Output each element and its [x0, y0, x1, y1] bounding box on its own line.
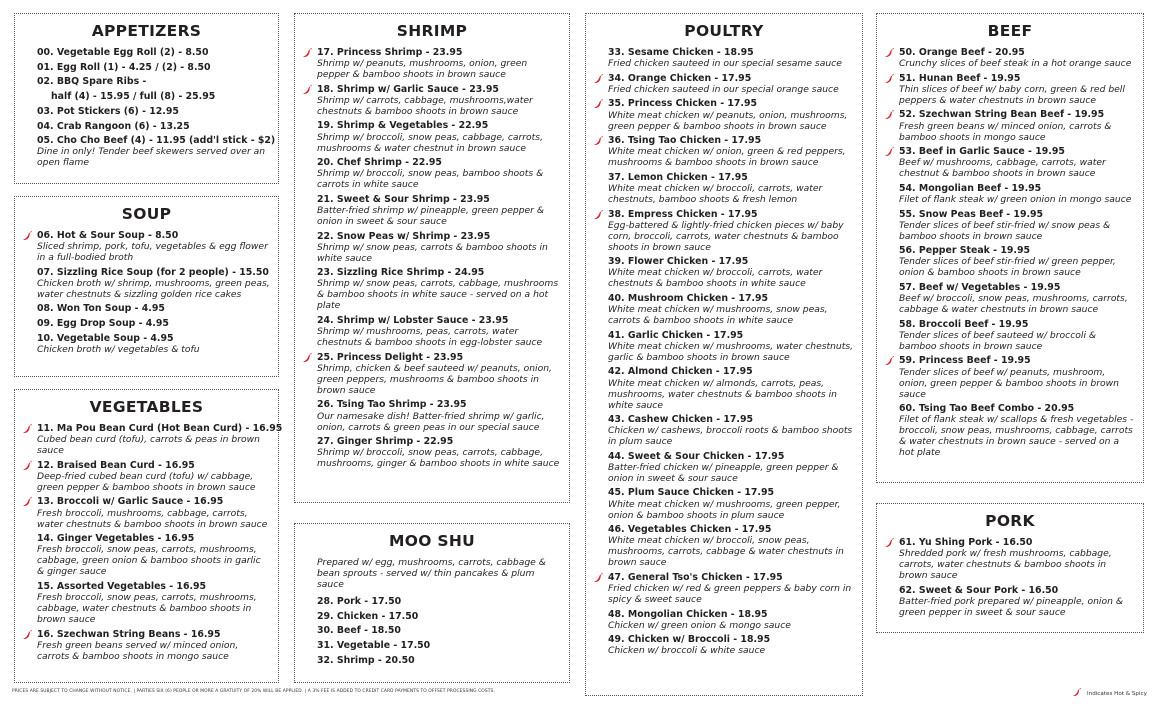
menu-item	[608, 330, 854, 363]
menu-item	[899, 403, 1135, 458]
item-name: 28. Pork - 17.50	[317, 596, 402, 607]
chili-pepper-icon	[302, 85, 312, 95]
menu-item	[37, 460, 270, 493]
menu-item	[37, 423, 283, 457]
item-description: White meat chicken w/ mushrooms, green pepper, onion & bamboo shoots in plum sauce	[608, 498, 841, 521]
menu-item	[899, 585, 1135, 618]
menu-item	[608, 524, 854, 568]
menu-item	[608, 487, 854, 520]
menu-item	[37, 333, 270, 355]
item-name: 43. Cashew Chicken - 17.95	[608, 414, 754, 426]
item-name: 50. Orange Beef - 20.95	[899, 47, 1025, 58]
menu-item	[37, 533, 270, 577]
item-description: White meat chicken w/ broccoli, snow peas, mushrooms, carrots, cabbage & water chestnuts in brown sauce	[608, 535, 844, 569]
item-name: 13. Broccoli w/ Garlic Sauce - 16.95	[37, 496, 224, 508]
menu-item	[608, 572, 854, 605]
item-name: 44. Sweet & Sour Chicken - 17.95	[608, 450, 785, 462]
item-name: 32. Shrimp - 20.50	[317, 654, 415, 666]
item-name: 52. Szechwan String Bean Beef - 19.95	[899, 109, 1105, 121]
item-list	[37, 423, 283, 662]
item-description: Chicken w/ cashews, broccoli roots & bamboo shoots in plum sauce	[608, 425, 853, 448]
item-description: White meat chicken w/ broccoli, carrots, water chestnuts & bamboo shoots in white sauce	[608, 267, 823, 290]
menu-item	[37, 106, 270, 117]
menu-item	[608, 256, 854, 289]
item-description: Tender slices of beef sauteed w/ broccoli & bamboo shoots in brown sauce	[899, 329, 1097, 352]
item-description: Chicken broth w/ vegetables & tofu	[37, 344, 200, 356]
item-description: Beef w/ mushrooms, cabbage, carrots, water chestnut & bamboo shoots in brown sauce	[899, 157, 1106, 180]
item-description: Shrimp w/ snow peas, carrots, cabbage, mushrooms & bamboo shoots in white sauce - served on a hot plate	[317, 278, 559, 312]
item-description: Shrimp, chicken & beef sauteed w/ peanuts, onion, green peppers, mushrooms & bamboo shoots in brown sauce	[317, 362, 552, 396]
menu-item	[37, 581, 270, 625]
vegetables-section	[14, 389, 283, 683]
item-name: 41. Garlic Chicken - 17.95	[608, 329, 744, 341]
item-name: 55. Snow Peas Beef - 19.95	[899, 208, 1044, 220]
chili-pepper-icon	[22, 497, 32, 507]
item-description: White meat chicken w/ mushrooms, snow peas, carrots & bamboo shoots in white sauce	[608, 304, 828, 327]
menu-item	[899, 355, 1135, 399]
item-description: Shrimp w/ broccoli, snow peas, bamboo shoots & carrots in white sauce	[317, 168, 544, 191]
section-title: VEGETABLES	[89, 398, 204, 416]
menu-item	[608, 135, 854, 168]
item-name: 42. Almond Chicken - 17.95	[608, 366, 753, 378]
menu-item	[899, 146, 1135, 179]
mooshu-section	[294, 523, 570, 683]
menu-item	[608, 47, 854, 69]
item-description: Shrimp w/ snow peas, carrots & bamboo shoots in white sauce	[317, 241, 548, 264]
item-description: Batter-fried chicken w/ pineapple, green pepper & onion in sweet & sour sauce	[608, 461, 839, 484]
menu-item	[317, 436, 561, 469]
item-name: 19. Shrimp & Vegetables - 22.95	[317, 120, 489, 132]
item-name: 56. Pepper Steak - 19.95	[899, 245, 1030, 257]
menu-item	[317, 640, 561, 651]
item-description: Filet of flank steak w/ scallops & fresh vegetables - broccoli, snow peas, mushrooms, cabbage, carrots & water chestnuts in brown sauce - served on a hot plate	[899, 414, 1134, 459]
item-description: Shredded pork w/ fresh mushrooms, cabbage, carrots, water chestnuts & bamboo shoots in brown sauce	[899, 548, 1112, 582]
chili-pepper-icon	[593, 210, 603, 220]
chili-pepper-icon	[302, 48, 312, 58]
section-title: PORK	[985, 512, 1035, 530]
beef-section	[876, 13, 1144, 483]
chili-pepper-icon	[22, 461, 32, 471]
chili-pepper-icon	[593, 136, 603, 146]
chili-pepper-icon	[884, 538, 894, 548]
menu-item	[37, 303, 270, 314]
chili-pepper-icon	[593, 74, 603, 84]
item-name: 61. Yu Shing Pork - 16.50	[899, 537, 1033, 548]
chili-pepper-icon	[884, 48, 894, 58]
chili-pepper-icon	[22, 424, 32, 434]
menu-item	[608, 414, 854, 447]
item-name: 45. Plum Sauce Chicken - 17.95	[608, 487, 775, 499]
chili-pepper-icon	[1072, 688, 1081, 697]
menu-item	[317, 267, 561, 311]
item-name: 12. Braised Bean Curd - 16.95	[37, 459, 195, 471]
menu-item	[608, 73, 854, 95]
item-name: 00. Vegetable Egg Roll (2) - 8.50	[37, 47, 209, 58]
menu-item	[899, 319, 1135, 352]
item-name: 04. Crab Rangoon (6) - 13.25	[37, 120, 190, 132]
menu-item	[317, 194, 561, 227]
menu-item	[608, 366, 854, 410]
item-name: half (4) - 15.95 / full (8) - 25.95	[51, 91, 216, 103]
item-description: Beef w/ broccoli, snow peas, mushrooms, carrots, cabbage & water chestnuts in brown sauce	[899, 293, 1128, 316]
item-name: 39. Flower Chicken - 17.95	[608, 256, 749, 268]
item-description: Batter-fried shrimp w/ pineapple, green pepper & onion in sweet & sour sauce	[317, 205, 545, 228]
item-description: Filet of flank steak w/ green onion in mongo sauce	[899, 194, 1132, 206]
menu-item	[608, 172, 854, 205]
menu-item	[37, 121, 270, 132]
chili-pepper-icon	[22, 630, 32, 640]
menu-item	[899, 209, 1135, 242]
item-name: 57. Beef w/ Vegetables - 19.95	[899, 281, 1061, 293]
item-name: 07. Sizzling Rice Soup (for 2 people) - 15.50	[37, 266, 269, 278]
item-description: Tender slices of beef stir-fried w/ green pepper, onion & bamboo shoots in brown sauce	[899, 256, 1116, 279]
item-description: Fried chicken w/ red & green peppers & baby corn in spicy & sweet sauce	[608, 583, 852, 606]
item-name: 31. Vegetable - 17.50	[317, 640, 431, 652]
item-name: 38. Empress Chicken - 17.95	[608, 208, 758, 220]
item-description: White meat chicken w/ onion, green & red peppers, mushrooms & bamboo shoots in brown sauce	[608, 146, 846, 169]
menu-item	[317, 157, 561, 190]
menu-item	[608, 609, 854, 631]
appetizers-section	[14, 13, 279, 184]
item-name: 11. Ma Pou Bean Curd (Hot Bean Curd) - 16.95	[37, 423, 283, 434]
item-name: 40. Mushroom Chicken - 17.95	[608, 292, 769, 304]
menu-item	[37, 318, 270, 329]
item-description: Crunchy slices of beef steak in a hot orange sauce	[899, 58, 1132, 70]
item-name: 08. Won Ton Soup - 4.95	[37, 303, 165, 315]
item-name: 23. Sizzling Rice Shrimp - 24.95	[317, 267, 485, 279]
item-description: Sliced shrimp, pork, tofu, vegetables & egg flower in a full-bodied broth	[37, 241, 268, 264]
item-description: White meat chicken w/ broccoli, carrots, water chestnuts, bamboo shoots & fresh lemon	[608, 183, 823, 206]
item-name: 06. Hot & Sour Soup - 8.50	[37, 230, 179, 241]
item-name: 20. Chef Shrimp - 22.95	[317, 157, 442, 169]
chili-pepper-icon	[302, 353, 312, 363]
menu-item	[317, 399, 561, 432]
item-description: Fried chicken sauteed in our special orange sauce	[608, 83, 839, 95]
item-description: Our namesake dish! Batter-fried shrimp w/ garlic, onion, carrots & green peas in our special sauce	[317, 410, 545, 433]
item-description: White meat chicken w/ almonds, carrots, peas, mushrooms, water chestnuts & bamboo shoots in white sauce	[608, 377, 837, 411]
item-name: 09. Egg Drop Soup - 4.95	[37, 318, 169, 330]
chili-pepper-icon	[884, 356, 894, 366]
item-description: Chicken w/ green onion & mongo sauce	[608, 619, 791, 631]
chili-pepper-icon	[593, 573, 603, 583]
legend-label: Indicates Hot & Spicy	[1087, 691, 1147, 697]
menu-item	[317, 120, 561, 153]
item-name: 36. Tsing Tao Chicken - 17.95	[608, 135, 762, 147]
item-description: Fresh broccoli, snow peas, carrots, mushrooms, cabbage, green onion & bamboo shoots in garlic & ginger sauce	[37, 544, 261, 578]
item-name: 26. Tsing Tao Shrimp - 23.95	[317, 399, 467, 411]
item-description: Fresh broccoli, snow peas, carrots, mushrooms, cabbage, water chestnuts & bamboo shoots in brown sauce	[37, 592, 257, 626]
item-list	[608, 47, 854, 656]
menu-item	[37, 62, 270, 73]
item-description: Fresh green beans served w/ minced onion, carrots & bamboo shoots in mongo sauce	[37, 639, 239, 662]
menu-item	[899, 109, 1135, 142]
section-title: BEEF	[987, 22, 1033, 40]
poultry-section	[585, 13, 863, 696]
menu-item	[317, 596, 561, 607]
section-title: POULTRY	[684, 22, 764, 40]
item-name: 16. Szechwan String Beans - 16.95	[37, 628, 221, 640]
item-name: 35. Princess Chicken - 17.95	[608, 98, 758, 110]
soup-section	[14, 196, 279, 377]
menu-item	[608, 209, 854, 253]
item-description: White meat chicken w/ mushrooms, water chestnuts, garlic & bamboo shoots in brown sauce	[608, 340, 854, 363]
item-description: White meat chicken w/ peanuts, onion, mushrooms, green pepper & bamboo shoots in brown sauce	[608, 109, 848, 132]
section-title: SHRIMP	[396, 22, 468, 40]
item-name: 05. Cho Cho Beef (4) - 11.95 (add'l stick - $2)	[37, 135, 276, 147]
item-description: Shrimp w/ broccoli, snow peas, cabbage, carrots, mushrooms & water chestnut in brown sauce	[317, 131, 543, 154]
menu-item	[37, 91, 270, 102]
menu-item	[899, 282, 1135, 315]
item-list	[899, 47, 1135, 458]
section-title: APPETIZERS	[91, 22, 202, 40]
item-name: 29. Chicken - 17.50	[317, 610, 419, 622]
menu-item	[37, 267, 270, 300]
mooshu-note: Prepared w/ egg, mushrooms, carrots, cabbage & bean sprouts - served w/ thin pancakes & plum sauce	[317, 557, 546, 590]
menu-item	[37, 47, 270, 58]
menu-item	[899, 73, 1135, 106]
item-description: Shrimp w/ broccoli, snow peas, carrots, cabbage, mushrooms, ginger & bamboo shoots in white sauce	[317, 447, 560, 470]
item-name: 03. Pot Stickers (6) - 12.95	[37, 105, 179, 117]
pork-section	[876, 503, 1144, 633]
chili-pepper-icon	[22, 231, 32, 241]
item-name: 33. Sesame Chicken - 18.95	[608, 47, 754, 58]
menu-item	[317, 611, 561, 622]
item-description: Shrimp w/ carrots, cabbage, mushrooms,water chestnuts & bamboo shoots in brown sauce	[317, 94, 533, 117]
menu-item	[317, 231, 561, 264]
menu-item	[317, 352, 561, 396]
item-description: Chicken w/ broccoli & white sauce	[608, 645, 766, 657]
spicy-legend	[1072, 686, 1147, 697]
item-name: 14. Ginger Vegetables - 16.95	[37, 533, 195, 545]
item-name: 15. Assorted Vegetables - 16.95	[37, 580, 207, 592]
item-list	[899, 537, 1135, 618]
item-description: Fried chicken sauteed in our special sesame sauce	[608, 58, 842, 70]
item-description: Fresh green beans w/ minced onion, carrots & bamboo shoots in mongo sauce	[899, 120, 1112, 143]
menu-item	[899, 47, 1135, 69]
item-name: 49. Chicken w/ Broccoli - 18.95	[608, 634, 771, 646]
item-name: 02. BBQ Spare Ribs -	[37, 76, 147, 88]
menu-item	[37, 135, 276, 169]
shrimp-section	[294, 13, 570, 503]
chili-pepper-icon	[593, 99, 603, 109]
menu-item	[608, 293, 854, 326]
item-name: 24. Shrimp w/ Lobster Sauce - 23.95	[317, 314, 509, 326]
item-name: 34. Orange Chicken - 17.95	[608, 72, 752, 84]
item-description: Shrimp w/ peanuts, mushrooms, onion, green pepper & bamboo shoots in brown sauce	[317, 58, 528, 81]
menu-item	[317, 47, 561, 80]
item-name: 21. Sweet & Sour Shrimp - 23.95	[317, 193, 490, 205]
item-name: 54. Mongolian Beef - 19.95	[899, 182, 1042, 194]
item-name: 17. Princess Shrimp - 23.95	[317, 47, 463, 58]
item-description: Fresh broccoli, mushrooms, cabbage, carrots, water chestnuts & bamboo shoots in brown sauce	[37, 507, 268, 530]
item-name: 25. Princess Delight - 23.95	[317, 351, 464, 363]
menu-item	[899, 537, 1135, 581]
item-name: 46. Vegetables Chicken - 17.95	[608, 524, 772, 536]
menu-item	[608, 451, 854, 484]
chili-pepper-icon	[884, 74, 894, 84]
item-description: Deep-fried cubed bean curd (tofu) w/ cabbage, green pepper & bamboo shoots in brown sauce	[37, 470, 256, 493]
item-name: 47. General Tso's Chicken - 17.95	[608, 571, 783, 583]
menu-item	[317, 625, 561, 636]
item-name: 01. Egg Roll (1) - 4.25 / (2) - 8.50	[37, 61, 211, 73]
item-description: Egg-battered & lightly-fried chicken pieces w/ baby corn, broccoli, carrots, water chestnuts & bamboo shoots in brown sauce	[608, 219, 844, 253]
item-list	[37, 230, 270, 355]
item-name: 22. Snow Peas w/ Shrimp - 23.95	[317, 230, 491, 242]
menu-item	[317, 84, 561, 117]
item-name: 59. Princess Beef - 19.95	[899, 355, 1031, 367]
menu-item	[899, 245, 1135, 278]
item-list	[37, 47, 276, 169]
menu-item	[317, 655, 561, 666]
menu-item	[317, 315, 561, 348]
menu-item	[899, 183, 1135, 205]
item-name: 62. Sweet & Sour Pork - 16.50	[899, 584, 1059, 596]
item-description: Batter-fried pork prepared w/ pineapple, onion & green pepper in sweet & sour sauce	[899, 595, 1123, 618]
item-name: 30. Beef - 18.50	[317, 625, 401, 637]
item-description: Cubed bean curd (tofu), carrots & peas in brown sauce	[37, 434, 260, 457]
menu-item	[37, 76, 270, 87]
chili-pepper-icon	[884, 147, 894, 157]
menu-item	[37, 230, 270, 263]
item-name: 51. Hunan Beef - 19.95	[899, 72, 1021, 84]
item-description: Thin slices of beef w/ baby corn, green & red bell peppers & water chestnuts in brown sauce	[899, 83, 1125, 106]
item-list	[317, 47, 561, 469]
item-name: 18. Shrimp w/ Garlic Sauce - 23.95	[317, 83, 499, 95]
item-description: Dine in only! Tender beef skewers served over an open flame	[37, 146, 266, 169]
item-name: 27. Ginger Shrimp - 22.95	[317, 436, 454, 448]
item-name: 48. Mongolian Chicken - 18.95	[608, 608, 768, 620]
section-title: MOO SHU	[389, 532, 475, 550]
footer-disclaimer: PRICES ARE SUBJECT TO CHANGE WITHOUT NOTICE. | PARTIES SIX (6) PEOPLE OR MORE A GRATUITY OF 20% WILL BE APPLIED. | A 3% FEE IS ADDED TO CREDIT CARD PAYMENTS TO OFFSET PROCESSING COSTS.	[12, 689, 495, 694]
menu-item	[608, 98, 854, 131]
item-list	[317, 596, 561, 666]
item-name: 60. Tsing Tao Beef Combo - 20.95	[899, 403, 1075, 415]
chili-pepper-icon	[884, 110, 894, 120]
section-title: SOUP	[121, 205, 172, 223]
menu-item	[37, 629, 270, 662]
item-name: 37. Lemon Chicken - 17.95	[608, 171, 748, 183]
item-name: 10. Vegetable Soup - 4.95	[37, 332, 174, 344]
item-description: Chicken broth w/ shrimp, mushrooms, green peas, water chestnuts & sizzling golden rice cakes	[37, 277, 270, 300]
item-name: 53. Beef in Garlic Sauce - 19.95	[899, 146, 1065, 158]
item-name: 58. Broccoli Beef - 19.95	[899, 318, 1029, 330]
item-description: Tender slices of beef w/ peanuts, mushroom, onion, green pepper & bamboo shoots in brown sauce	[899, 366, 1119, 400]
menu-item	[37, 496, 270, 529]
item-description: Shrimp w/ mushrooms, peas, carrots, water chestnuts & bamboo shoots in egg-lobster sauce	[317, 326, 543, 349]
menu-item	[608, 634, 854, 656]
item-description: Tender slices of beef stir-fried w/ snow peas & bamboo shoots in brown sauce	[899, 219, 1111, 242]
